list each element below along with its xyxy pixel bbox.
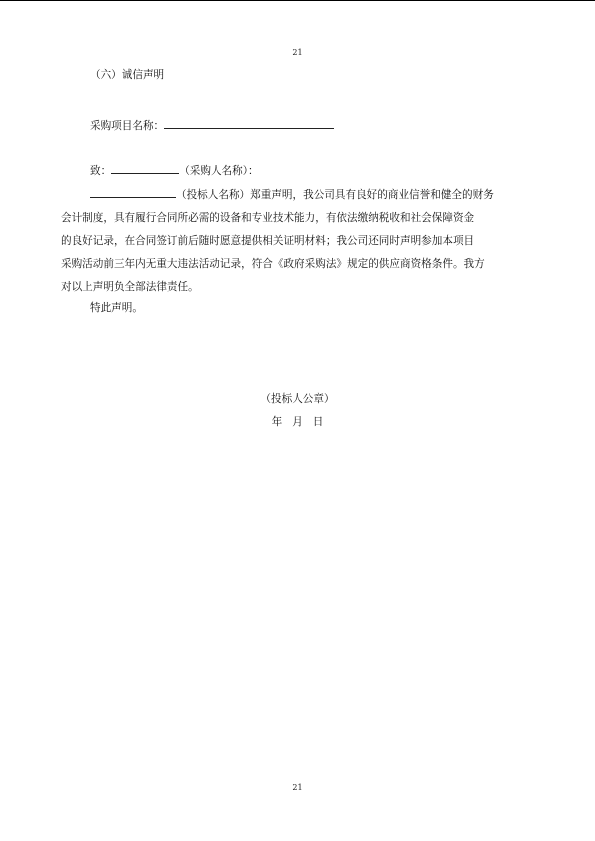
date-day: 日	[312, 416, 324, 428]
seal-label: （投标人公章）	[260, 393, 335, 405]
addressee-prefix: 致：	[90, 165, 112, 177]
project-name-line	[90, 117, 334, 133]
project-name-blank	[164, 117, 334, 129]
bidder-name-blank	[90, 186, 176, 198]
signature-date	[0, 415, 595, 429]
project-name-label: 采购项目名称：	[90, 120, 165, 132]
addressee-suffix: （采购人名称）：	[179, 165, 259, 177]
addressee-line	[90, 162, 259, 178]
closing-text: 特此声明。	[90, 302, 143, 314]
statement-paragraph	[61, 184, 514, 299]
section-heading: （六）诚信声明	[90, 69, 165, 81]
statement-line-3: 的良好记录，在合同签订前后随时愿意提供相关证明材料；我公司还同时声明参加本项目	[61, 235, 475, 247]
statement-line-5: 对以上声明负全部法律责任。	[61, 281, 199, 293]
header-rule	[0, 0, 595, 1]
date-month: 月	[292, 416, 303, 428]
page-number-bottom: 21	[292, 783, 303, 792]
statement-line-1	[90, 184, 514, 207]
purchaser-name-blank	[111, 162, 179, 174]
statement-line-1-text: （投标人名称）郑重声明，我公司具有良好的商业信誉和健全的财务	[176, 189, 494, 201]
statement-line-4: 采购活动前三年内无重大违法活动记录，符合《政府采购法》规定的供应商资格条件。我方	[61, 258, 485, 270]
date-year: 年	[271, 416, 283, 428]
page-number-top: 21	[292, 48, 303, 57]
statement-line-2: 会计制度，具有履行合同所必需的设备和专业技术能力，有依法缴纳税收和社会保障资金	[61, 212, 475, 224]
